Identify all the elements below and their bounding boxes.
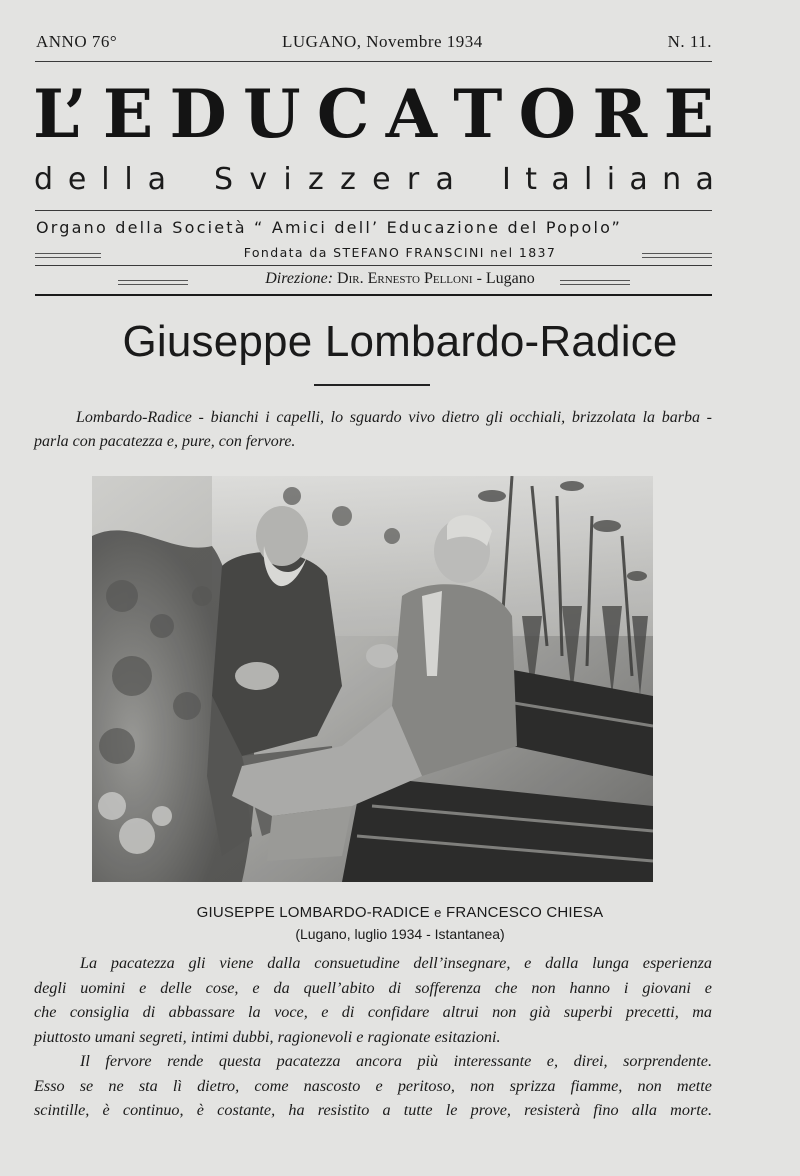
photograph [92, 476, 653, 882]
masthead-letter: U [243, 75, 301, 153]
caption-name-2: FRANCESCO CHIESA [445, 904, 604, 921]
text-line: scintille, è continuo, è costante, ha resistito a tutte le prove, resisterà fino alla morte. [34, 1101, 712, 1119]
text-line: degli uomini e delle cose, e da quell’abito di sofferenza che non hanno i giovani e [34, 978, 712, 997]
direction-line: Direzione: Dir. Ernesto Pelloni - Lugano [265, 270, 535, 287]
text-line: Esso se ne sta lì dietro, come nascosto e peritoso, non sprizza fiamme, non mette [34, 1076, 712, 1095]
issue-line [36, 32, 712, 56]
text-line: che consiglia di abbassare la voce, e di confidare altrui non già superbi precetti, ma [34, 1003, 712, 1021]
masthead-letter: C [316, 75, 370, 153]
photograph-illustration [92, 476, 653, 882]
volume-label: ANNO 76° [36, 32, 118, 51]
director-place: Lugano [485, 270, 535, 287]
title-rule [314, 384, 430, 386]
masthead-letter: O [518, 75, 577, 153]
masthead-title [33, 76, 714, 152]
masthead-letter: E [663, 75, 714, 153]
masthead-letter: A [385, 75, 437, 153]
article-title: Giuseppe Lombardo-Radice [122, 317, 678, 366]
article-lead: Lombardo-Radice - bianchi i capelli, lo sguardo vivo dietro gli occhiali, brizzolata la barba - parla con pacatezza e, pure, con fervore. [34, 409, 712, 450]
text-line: La pacatezza gli viene dalla consuetudine dell’insegnare, e dalla lunga esperienza [80, 954, 712, 972]
text-line: piuttosto umani segreti, intimi dubbi, ragionevoli e ragionate esitazioni. [34, 1027, 501, 1046]
article-body [34, 951, 712, 1123]
ornament-rule [642, 253, 712, 258]
masthead-letter: T [453, 75, 503, 153]
subtitle-word: d e l l a [34, 162, 166, 197]
masthead-letter: D [169, 75, 227, 153]
founded-line: Fondata da STEFANO FRANSCINI nel 1837 [243, 245, 557, 260]
text-line: Il fervore rende questa pacatezza ancora più interessante e, direi, sorprendente. [80, 1052, 712, 1070]
director-name: Dir. Ernesto Pelloni [337, 270, 473, 287]
subtitle-rule [35, 210, 712, 211]
subtitle-word: S v i z z e r a [214, 162, 454, 197]
masthead-letter: L’ [33, 75, 87, 153]
masthead-subtitle [34, 160, 714, 200]
masthead-letter: E [102, 75, 154, 153]
photo-caption-detail: (Lugano, luglio 1934 - Istantanea) [295, 926, 505, 942]
founded-rule [35, 265, 712, 266]
paragraph [34, 1049, 712, 1123]
organ-statement: Organo della Società “ Amici dell’ Educazione del Popolo” [36, 218, 622, 237]
paragraph [34, 951, 712, 1049]
caption-name-1: GIUSEPPE LOMBARDO-RADICE [196, 904, 430, 921]
subtitle-word: I t a l i a n a [502, 162, 714, 197]
photo-caption [0, 904, 800, 921]
issue-number: N. 11. [667, 32, 712, 51]
caption-and: e [434, 905, 442, 920]
ornament-rule [560, 280, 630, 285]
direction-label: Direzione: [265, 270, 334, 287]
masthead-letter: R [592, 75, 648, 153]
place-date: LUGANO, Novembre 1934 [282, 32, 483, 51]
header-rule [35, 61, 712, 62]
masthead-bottom-rule [35, 294, 712, 296]
